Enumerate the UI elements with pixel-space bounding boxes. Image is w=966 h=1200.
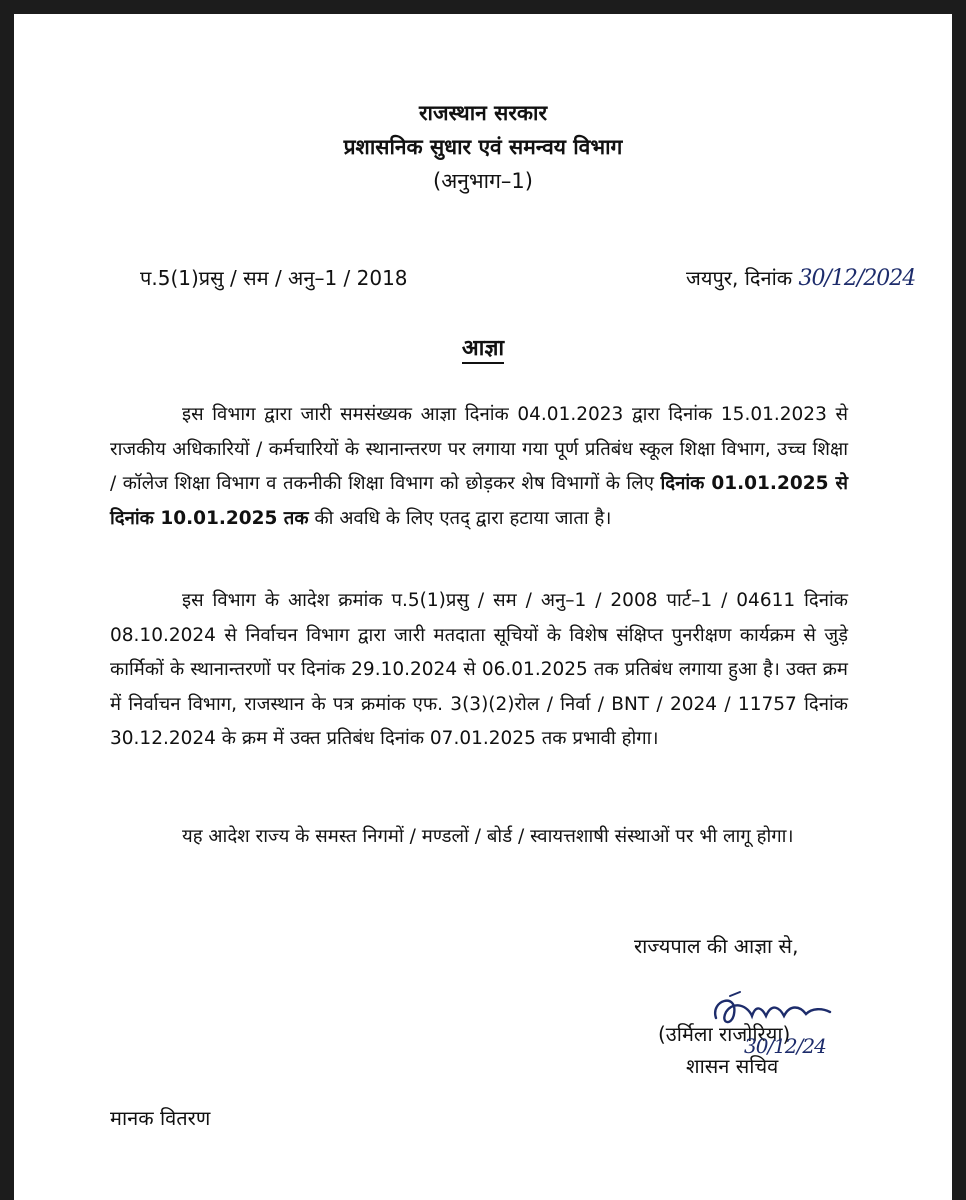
header-department: प्रशासनिक सुधार एवं समन्वय विभाग: [343, 135, 623, 159]
paragraph-3: यह आदेश राज्य के समस्त निगमों / मण्डलों / बोर्ड / स्वायत्तशाषी संस्थाओं पर भी लागू होगा।: [182, 826, 794, 847]
paragraph-1-end: की अवधि के लिए एतद् द्वारा हटाया जाता है।: [308, 507, 612, 529]
reference-number: प.5(1)प्रसु / सम / अनु–1 / 2018: [140, 266, 408, 290]
paragraph-1-text: इस विभाग द्वारा जारी समसंख्यक आज्ञा दिनांक 04.01.2023 द्वारा दिनांक 15.01.2023 से राजकीय अधिकारियों / कर्मचारियों के स्थानान्तरण पर लगाया गया पूर्ण प्रतिबंध स्कूल शिक्षा विभाग, उच्च शिक्षा / कॉलेज शिक्षा विभाग व तकनीकी शिक्षा विभाग को छोड़कर शेष विभागों के लिए: [110, 404, 848, 494]
handwritten-date: 30/12/2024: [798, 266, 916, 291]
header-government: राजस्थान सरकार: [418, 101, 548, 125]
distribution-label: मानक वितरण: [110, 1106, 211, 1130]
paragraph-1: [110, 398, 848, 536]
paragraph-2: इस विभाग के आदेश क्रमांक प.5(1)प्रसु / सम / अनु–1 / 2008 पार्ट–1 / 04611 दिनांक 08.10.2024 से निर्वाचन विभाग द्वारा जारी मतदाता सूचियों के विशेष संक्षिप्त पुनरीक्षण कार्यक्रम से जुड़े कार्मिकों के स्थानान्तरणों पर दिनांक 29.10.2024 से 06.01.2025 तक प्रतिबंध लगाया हुआ है। उक्त क्रम में निर्वाचन विभाग, राजस्थान के पत्र क्रमांक एफ. 3(3)(2)रोल / निर्वा / BNT / 2024 / 11757 दिनांक 30.12.2024 के क्रम में उक्त प्रतिबंध दिनांक 07.01.2025 तक प्रभावी होगा।: [110, 590, 848, 749]
place-date-label: जयपुर, दिनांक: [686, 266, 793, 290]
place-date: [686, 264, 915, 291]
signatory-name: (उर्मिला राजोरिया): [658, 1022, 791, 1046]
authority-line: राज्यपाल की आज्ञा से,: [634, 934, 799, 958]
document-page: [14, 14, 952, 1200]
paragraph-1-bold-period: दिनांक 01.01.2025 से दिनांक 10.01.2025 तक: [110, 473, 848, 529]
order-title: [14, 332, 952, 362]
signature-handwritten-date: 30/12/24: [744, 1034, 826, 1058]
header-section: (अनुभाग–1): [433, 169, 533, 193]
signatory-designation: शासन सचिव: [686, 1054, 779, 1078]
order-title-text: आज्ञा: [462, 336, 504, 364]
